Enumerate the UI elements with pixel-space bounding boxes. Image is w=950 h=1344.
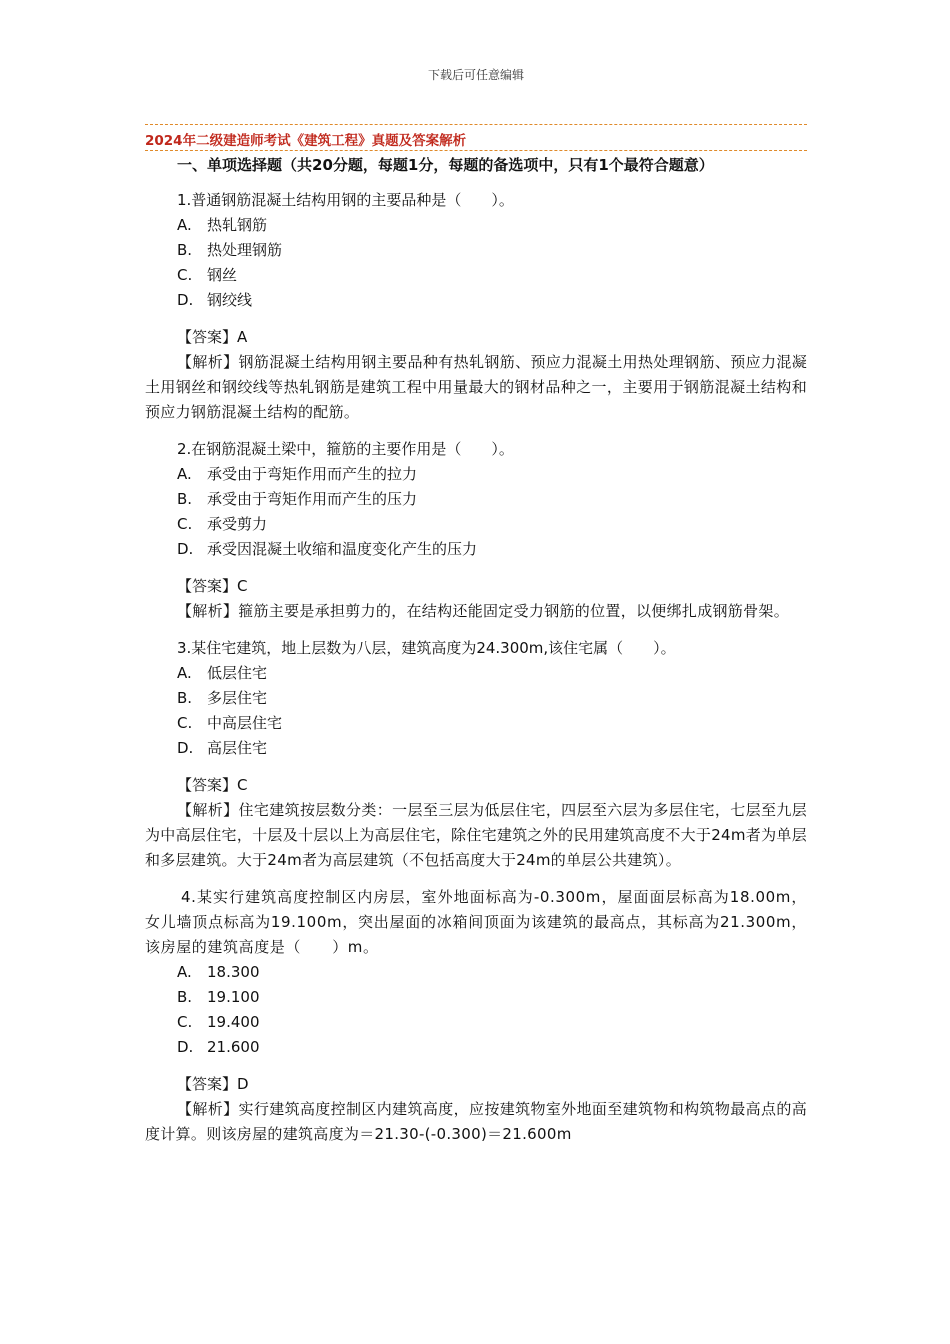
- answer-block: [145, 773, 807, 873]
- option-b: [145, 487, 807, 512]
- option-letter: C.: [177, 1013, 193, 1031]
- option-text: 高层住宅: [207, 739, 268, 757]
- option-letter: C.: [177, 515, 193, 533]
- option-text: 承受剪力: [207, 515, 268, 533]
- questions-list: [145, 188, 807, 1159]
- document-page: [145, 0, 807, 1344]
- option-letter: C.: [177, 266, 193, 284]
- answer: 【答案】C: [177, 577, 248, 595]
- option-text: 热处理钢筋: [207, 241, 283, 259]
- option-a: [145, 661, 807, 686]
- question-stem: 2.在钢筋混凝土梁中，箍筋的主要作用是（ ）。: [177, 440, 514, 458]
- option-d: [145, 1035, 807, 1060]
- option-text: 承受由于弯矩作用而产生的拉力: [207, 465, 418, 483]
- option-a: [145, 462, 807, 487]
- option-text: 中高层住宅: [207, 714, 283, 732]
- option-text: 19.400: [207, 1013, 260, 1031]
- question-block: [145, 885, 807, 1147]
- option-letter: A.: [177, 216, 192, 234]
- analysis: 【解析】住宅建筑按层数分类：一层至三层为低层住宅，四层至六层为多层住宅，七层至九层为中高层住宅，十层及十层以上为高层住宅，除住宅建筑之外的民用建筑高度不大于24m者为单层和多层建筑。大于24m者为高层建筑（不包括高度大于24m的单层公共建筑）。: [145, 801, 807, 869]
- option-text: 钢丝: [207, 266, 238, 284]
- option-b: [145, 985, 807, 1010]
- option-text: 21.600: [207, 1038, 260, 1056]
- option-letter: B.: [177, 241, 193, 259]
- option-b: [145, 686, 807, 711]
- answer-block: [145, 325, 807, 425]
- option-text: 热轧钢筋: [207, 216, 268, 234]
- answer-block: [145, 574, 807, 624]
- option-letter: D.: [177, 291, 194, 309]
- question-block: [145, 437, 807, 624]
- option-c: [145, 711, 807, 736]
- option-letter: B.: [177, 988, 193, 1006]
- option-text: 18.300: [207, 963, 260, 981]
- question: [145, 188, 807, 313]
- option-c: [145, 512, 807, 537]
- analysis: 【解析】箍筋主要是承担剪力的，在结构还能固定受力钢筋的位置，以便绑扎成钢筋骨架。: [177, 602, 790, 620]
- analysis: 【解析】钢筋混凝土结构用钢主要品种有热轧钢筋、预应力混凝土用热处理钢筋、预应力混凝土用钢丝和钢绞线等热轧钢筋是建筑工程中用量最大的钢材品种之一，主要用于钢筋混凝土结构和预应力钢筋混凝土结构的配筋。: [145, 353, 807, 421]
- question-stem: 3.某住宅建筑，地上层数为八层，建筑高度为24.300m,该住宅属（ ）。: [177, 639, 676, 657]
- option-d: [145, 288, 807, 313]
- section-heading: 一、单项选择题（共20分题，每题1分，每题的备选项中，只有1个最符合题意）: [177, 156, 714, 174]
- question: [145, 636, 807, 761]
- header-note: 下载后可任意编辑: [427, 68, 524, 82]
- document-title: 2024年二级建造师考试《建筑工程》真题及答案解析: [145, 133, 467, 149]
- option-a: [145, 960, 807, 985]
- option-text: 低层住宅: [207, 664, 268, 682]
- title-bottom-divider: [145, 150, 807, 151]
- option-letter: D.: [177, 1038, 194, 1056]
- option-letter: A.: [177, 664, 192, 682]
- option-text: 多层住宅: [207, 689, 268, 707]
- question-block: [145, 188, 807, 425]
- option-letter: B.: [177, 689, 193, 707]
- option-text: 承受因混凝土收缩和温度变化产生的压力: [207, 540, 478, 558]
- option-letter: D.: [177, 739, 194, 757]
- option-d: [145, 736, 807, 761]
- answer: 【答案】C: [177, 776, 248, 794]
- option-letter: D.: [177, 540, 194, 558]
- question-stem: 1.普通钢筋混凝土结构用钢的主要品种是（ ）。: [177, 191, 514, 209]
- answer: 【答案】D: [177, 1075, 249, 1093]
- answer: 【答案】A: [177, 328, 248, 346]
- question-block: [145, 636, 807, 873]
- option-text: 19.100: [207, 988, 260, 1006]
- option-letter: B.: [177, 490, 193, 508]
- option-letter: C.: [177, 714, 193, 732]
- option-b: [145, 238, 807, 263]
- option-letter: A.: [177, 963, 192, 981]
- question-stem: 4.某实行建筑高度控制区内房层，室外地面标高为-0.300m，屋面面层标高为18.00m，女儿墙顶点标高为19.100m，突出屋面的冰箱间顶面为该建筑的最高点，其标高为21.300m，该房屋的建筑高度是（ ）m。: [145, 888, 807, 956]
- option-c: [145, 263, 807, 288]
- option-letter: A.: [177, 465, 192, 483]
- title-top-divider: [145, 124, 807, 125]
- option-text: 承受由于弯矩作用而产生的压力: [207, 490, 418, 508]
- question: [145, 885, 807, 1060]
- analysis: 【解析】实行建筑高度控制区内建筑高度，应按建筑物室外地面至建筑物和构筑物最高点的高度计算。则该房屋的建筑高度为＝21.30-(-0.300)＝21.600m: [145, 1100, 807, 1143]
- option-c: [145, 1010, 807, 1035]
- question: [145, 437, 807, 562]
- answer-block: [145, 1072, 807, 1147]
- option-text: 钢绞线: [207, 291, 253, 309]
- option-d: [145, 537, 807, 562]
- option-a: [145, 213, 807, 238]
